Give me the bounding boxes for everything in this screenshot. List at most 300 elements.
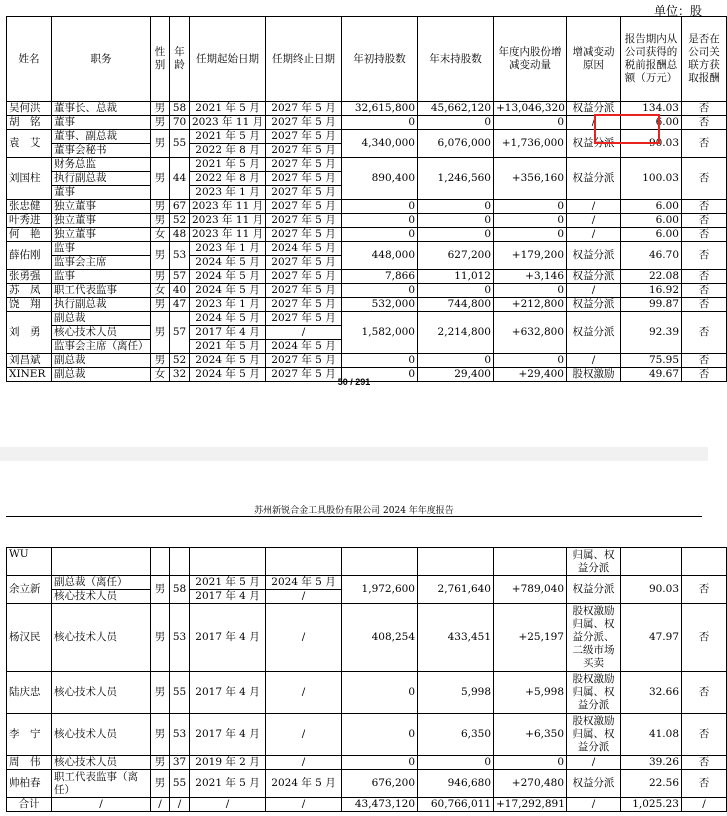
end-date-cell: 2027 年 5 月 bbox=[266, 354, 342, 368]
col-header: 年度内股份增减变动量 bbox=[494, 17, 567, 102]
end-date-cell: 2027 年 5 月 bbox=[266, 270, 342, 284]
end-date-cell-line: / bbox=[266, 589, 341, 603]
start-date-cell: 2023 年 1 月 bbox=[190, 298, 266, 312]
begin-shares-cell: 532,000 bbox=[342, 298, 418, 312]
role-cell: / bbox=[52, 798, 151, 812]
end-shares-cell: 45,662,120 bbox=[418, 102, 494, 116]
col-header: 增减变动原因 bbox=[567, 17, 621, 102]
table-row bbox=[7, 604, 727, 672]
table-row bbox=[7, 298, 727, 312]
table-row bbox=[7, 576, 727, 604]
end-shares-cell: 2,761,640 bbox=[418, 576, 494, 604]
table-row bbox=[7, 200, 727, 214]
pay-cell: 32.66 bbox=[621, 672, 682, 714]
change-cell: 0 bbox=[494, 354, 567, 368]
role-cell: 核心技术人员 bbox=[52, 672, 151, 714]
role-cell-line: 董事会秘书 bbox=[52, 143, 150, 157]
start-date-cell bbox=[190, 158, 266, 200]
start-date-cell bbox=[190, 242, 266, 270]
reason-cell: / bbox=[567, 116, 621, 130]
start-date-cell: 2023 年 11 月 bbox=[190, 214, 266, 228]
gender-cell: 男 bbox=[151, 354, 170, 368]
role-cell: 核心技术人员 bbox=[52, 756, 151, 770]
start-date-cell: 2021 年 5 月 bbox=[190, 770, 266, 798]
gender-cell: 男 bbox=[151, 604, 170, 672]
end-date-cell-line: 2027 年 5 月 bbox=[266, 171, 341, 185]
pay-cell: 90.03 bbox=[621, 130, 682, 158]
gender-cell: 男 bbox=[151, 102, 170, 116]
executive-holdings-table-continued bbox=[6, 547, 727, 812]
age-cell: 52 bbox=[170, 354, 190, 368]
role-cell: 核心技术人员 bbox=[52, 604, 151, 672]
pay-cell: 22.08 bbox=[621, 270, 682, 284]
start-date-cell-line: 2021 年 5 月 bbox=[195, 130, 260, 142]
col-header: 职务 bbox=[52, 17, 151, 102]
start-date-cell: 2021 年 5 月 bbox=[190, 102, 266, 116]
pay-cell: 6.00 bbox=[621, 200, 682, 214]
related-party-cell: 否 bbox=[682, 770, 727, 798]
end-date-cell: / bbox=[266, 714, 342, 756]
reason-cell: / bbox=[567, 354, 621, 368]
col-header: 姓名 bbox=[7, 17, 52, 102]
role-cell: 董事 bbox=[52, 116, 151, 130]
age-cell: 53 bbox=[170, 604, 190, 672]
role-cell-line: 核心技术人员 bbox=[52, 589, 150, 603]
change-cell: 0 bbox=[494, 228, 567, 242]
age-cell: 53 bbox=[170, 242, 190, 270]
begin-shares-cell: 0 bbox=[342, 714, 418, 756]
reason-cell: 股权激励归属、权益分派 bbox=[567, 714, 621, 756]
reason-cell: / bbox=[567, 214, 621, 228]
end-shares-cell: 0 bbox=[418, 116, 494, 130]
end-date-cell: 2027 年 5 月 bbox=[266, 116, 342, 130]
change-cell: +1,736,000 bbox=[494, 130, 567, 158]
change-cell: 0 bbox=[494, 756, 567, 770]
end-shares-cell: 946,680 bbox=[418, 770, 494, 798]
end-shares-cell: 0 bbox=[418, 214, 494, 228]
start-date-cell: 2023 年 11 月 bbox=[190, 200, 266, 214]
end-date-cell-line: 2027 年 5 月 bbox=[271, 130, 336, 142]
end-shares-cell: 0 bbox=[418, 354, 494, 368]
begin-shares-cell: 0 bbox=[342, 116, 418, 130]
change-cell: 0 bbox=[494, 116, 567, 130]
gender-cell: 男 bbox=[151, 298, 170, 312]
role-cell: 执行副总裁 bbox=[52, 298, 151, 312]
role-cell bbox=[52, 130, 151, 158]
name-cell: 袁 艾 bbox=[7, 130, 52, 158]
role-cell-line: 监事 bbox=[54, 242, 75, 254]
age-cell: / bbox=[170, 798, 190, 812]
end-shares-cell: 433,451 bbox=[418, 604, 494, 672]
begin-shares-cell: 890,400 bbox=[342, 158, 418, 200]
age-cell: 37 bbox=[170, 756, 190, 770]
name-cell: WU bbox=[7, 548, 52, 576]
pay-cell: 22.56 bbox=[621, 770, 682, 798]
role-cell bbox=[52, 576, 151, 604]
related-party-cell: 否 bbox=[682, 714, 727, 756]
reason-cell: 股权激励归属、权益分派 bbox=[567, 672, 621, 714]
table-row bbox=[7, 284, 727, 298]
name-cell: 李 宁 bbox=[7, 714, 52, 756]
role-cell: 职工代表监事 bbox=[52, 284, 151, 298]
end-date-cell: 2027 年 5 月 bbox=[266, 102, 342, 116]
end-shares-cell: 0 bbox=[418, 756, 494, 770]
end-shares-cell: 744,800 bbox=[418, 298, 494, 312]
age-cell: 52 bbox=[170, 214, 190, 228]
total-row bbox=[7, 798, 727, 812]
begin-shares-cell: 0 bbox=[342, 756, 418, 770]
header-rule bbox=[6, 516, 702, 517]
end-date-cell bbox=[266, 242, 342, 270]
reason-cell: 权益分派 bbox=[567, 102, 621, 116]
end-date-cell-line: 2027 年 5 月 bbox=[271, 158, 336, 170]
reason-cell: 权益分派 bbox=[567, 130, 621, 158]
change-cell: +5,998 bbox=[494, 672, 567, 714]
gender-cell: 女 bbox=[151, 228, 170, 242]
end-shares-cell: 6,350 bbox=[418, 714, 494, 756]
end-date-cell bbox=[266, 312, 342, 354]
change-cell: +13,046,320 bbox=[494, 102, 567, 116]
pay-cell: 47.97 bbox=[621, 604, 682, 672]
change-cell: +270,480 bbox=[494, 770, 567, 798]
executive-holdings-table bbox=[6, 16, 727, 382]
change-cell: 0 bbox=[494, 200, 567, 214]
begin-shares-cell: 0 bbox=[342, 368, 418, 382]
end-shares-cell: 60,766,011 bbox=[418, 798, 494, 812]
role-cell: 独立董事 bbox=[52, 200, 151, 214]
reason-cell: / bbox=[567, 756, 621, 770]
col-header: 年初持股数 bbox=[342, 17, 418, 102]
age-cell: 44 bbox=[170, 158, 190, 200]
name-cell: 帅柏春 bbox=[7, 770, 52, 798]
change-cell: +6,350 bbox=[494, 714, 567, 756]
reason-cell: 归属、权益分派 bbox=[567, 548, 621, 576]
name-cell: 陆庆忠 bbox=[7, 672, 52, 714]
role-cell-line: 董事、副总裁 bbox=[54, 130, 117, 142]
start-date-cell-line: 2024 年 5 月 bbox=[195, 312, 260, 324]
unit-label: 单位：股 bbox=[653, 4, 702, 18]
end-date-cell bbox=[266, 158, 342, 200]
gender-cell: 男 bbox=[151, 116, 170, 130]
role-cell: 职工代表监事（离任） bbox=[52, 770, 151, 798]
age-cell: 47 bbox=[170, 298, 190, 312]
table-row bbox=[7, 158, 727, 200]
gender-cell: 男 bbox=[151, 714, 170, 756]
start-date-cell: 2024 年 5 月 bbox=[190, 368, 266, 382]
table-row bbox=[7, 228, 727, 242]
page-gap bbox=[0, 447, 708, 461]
pay-cell: 49.67 bbox=[621, 368, 682, 382]
end-date-cell: / bbox=[266, 798, 342, 812]
end-shares-cell: 29,400 bbox=[418, 368, 494, 382]
begin-shares-cell: 0 bbox=[342, 200, 418, 214]
end-shares-cell: 5,998 bbox=[418, 672, 494, 714]
gender-cell: 女 bbox=[151, 368, 170, 382]
start-date-cell: / bbox=[190, 798, 266, 812]
start-date-cell: 2023 年 11 月 bbox=[190, 228, 266, 242]
related-party-cell: 否 bbox=[682, 368, 727, 382]
reason-cell: 权益分派 bbox=[567, 576, 621, 604]
related-party-cell: 否 bbox=[682, 354, 727, 368]
reason-cell: / bbox=[567, 798, 621, 812]
page-number: 50 / 291 bbox=[337, 377, 371, 387]
begin-shares-cell: 0 bbox=[342, 354, 418, 368]
gender-cell: 男 bbox=[151, 770, 170, 798]
table-row bbox=[7, 548, 727, 576]
begin-shares-cell: 0 bbox=[342, 284, 418, 298]
related-party-cell: 否 bbox=[682, 158, 727, 200]
pay-cell: 99.87 bbox=[621, 298, 682, 312]
name-cell: 吴何洪 bbox=[7, 102, 52, 116]
change-cell: +212,800 bbox=[494, 298, 567, 312]
role-cell: 董事长、总裁 bbox=[52, 102, 151, 116]
report-page-51 bbox=[0, 461, 708, 816]
begin-shares-cell: 7,866 bbox=[342, 270, 418, 284]
gender-cell: 男 bbox=[151, 130, 170, 158]
reason-cell: 权益分派 bbox=[567, 770, 621, 798]
role-cell-line: 副总裁（离任） bbox=[54, 576, 128, 588]
age-cell: 48 bbox=[170, 228, 190, 242]
name-cell: 刘昌斌 bbox=[7, 354, 52, 368]
end-date-cell: 2027 年 5 月 bbox=[266, 200, 342, 214]
related-party-cell: 否 bbox=[682, 214, 727, 228]
reason-cell: 权益分派 bbox=[567, 312, 621, 354]
start-date-cell-line: 2021 年 5 月 bbox=[195, 576, 260, 588]
role-cell-line: 执行副总裁 bbox=[52, 171, 150, 185]
change-cell: +25,197 bbox=[494, 604, 567, 672]
pay-cell: 1,025.23 bbox=[621, 798, 682, 812]
name-cell: 饶 翔 bbox=[7, 298, 52, 312]
end-date-cell-line: 2024 年 5 月 bbox=[271, 242, 336, 254]
end-shares-cell: 0 bbox=[418, 228, 494, 242]
role-cell: 副总裁 bbox=[52, 354, 151, 368]
role-cell: 监事 bbox=[52, 270, 151, 284]
end-date-cell: 2027 年 5 月 bbox=[266, 368, 342, 382]
name-cell: XINER bbox=[7, 368, 52, 382]
report-header: 苏州新锐合金工具股份有限公司 2024 年年度报告 bbox=[254, 506, 454, 516]
pay-cell: 75.95 bbox=[621, 354, 682, 368]
highlight-box bbox=[594, 114, 660, 144]
name-cell: 刘 勇 bbox=[7, 312, 52, 354]
table-row bbox=[7, 714, 727, 756]
start-date-cell bbox=[190, 576, 266, 604]
related-party-cell: 否 bbox=[682, 312, 727, 354]
name-cell: 杨汉民 bbox=[7, 604, 52, 672]
col-header: 任期起始日期 bbox=[190, 17, 266, 102]
role-cell-line: 董事 bbox=[52, 185, 150, 199]
role-cell-line: 监事会主席（离任） bbox=[54, 340, 149, 352]
reason-cell: 股权激励归属、权益分派、二级市场买卖 bbox=[567, 604, 621, 672]
table-row bbox=[7, 214, 727, 228]
related-party-cell: 否 bbox=[682, 130, 727, 158]
begin-shares-cell: 676,200 bbox=[342, 770, 418, 798]
pay-cell: 41.08 bbox=[621, 714, 682, 756]
start-date-cell-line: 2023 年 1 月 bbox=[195, 242, 260, 254]
age-cell: 67 bbox=[170, 200, 190, 214]
gender-cell: 男 bbox=[151, 312, 170, 354]
end-date-cell-line: 2027 年 5 月 bbox=[266, 255, 341, 269]
reason-cell: 权益分派 bbox=[567, 158, 621, 200]
name-cell: 何 艳 bbox=[7, 228, 52, 242]
start-date-cell bbox=[190, 130, 266, 158]
total-label-cell: 合计 bbox=[7, 798, 52, 812]
gender-cell: 男 bbox=[151, 756, 170, 770]
pay-cell: 6.00 bbox=[621, 214, 682, 228]
gender-cell: 男 bbox=[151, 158, 170, 200]
start-date-cell bbox=[190, 312, 266, 354]
gender-cell: 男 bbox=[151, 242, 170, 270]
end-shares-cell: 0 bbox=[418, 200, 494, 214]
age-cell: 40 bbox=[170, 284, 190, 298]
end-date-cell: 2027 年 5 月 bbox=[266, 228, 342, 242]
start-date-cell: 2019 年 2 月 bbox=[190, 756, 266, 770]
start-date-cell-line: 2022 年 8 月 bbox=[190, 143, 265, 157]
reason-cell: / bbox=[567, 228, 621, 242]
related-party-cell: 否 bbox=[682, 270, 727, 284]
end-date-cell-line: / bbox=[266, 325, 341, 339]
end-date-cell bbox=[266, 576, 342, 604]
role-cell-line: 财务总监 bbox=[54, 158, 96, 170]
end-date-cell-line: 2024 年 5 月 bbox=[266, 339, 341, 353]
pay-cell: 90.03 bbox=[621, 576, 682, 604]
related-party-cell: 否 bbox=[682, 672, 727, 714]
related-party-cell: 否 bbox=[682, 284, 727, 298]
end-date-cell bbox=[266, 130, 342, 158]
role-cell: 独立董事 bbox=[52, 228, 151, 242]
table-row bbox=[7, 770, 727, 798]
related-party-cell: 否 bbox=[682, 242, 727, 270]
name-cell: 苏 凤 bbox=[7, 284, 52, 298]
end-shares-cell: 627,200 bbox=[418, 242, 494, 270]
end-shares-cell: 6,076,000 bbox=[418, 130, 494, 158]
col-header: 报告期内从公司获得的税前报酬总额（万元） bbox=[621, 17, 682, 102]
age-cell: 53 bbox=[170, 714, 190, 756]
end-date-cell: 2027 年 5 月 bbox=[266, 214, 342, 228]
role-cell-line: 核心技术人员 bbox=[52, 325, 150, 339]
begin-shares-cell: 43,473,120 bbox=[342, 798, 418, 812]
reason-cell: 股权激励 bbox=[567, 368, 621, 382]
col-header: 性别 bbox=[151, 17, 170, 102]
start-date-cell-line: 2024 年 5 月 bbox=[190, 255, 265, 269]
name-cell: 胡 铭 bbox=[7, 116, 52, 130]
name-cell: 薛佑刚 bbox=[7, 242, 52, 270]
gender-cell: 女 bbox=[151, 284, 170, 298]
pay-cell: 46.70 bbox=[621, 242, 682, 270]
role-cell bbox=[52, 242, 151, 270]
role-cell-line: 监事会主席 bbox=[52, 255, 150, 269]
end-date-cell: 2027 年 5 月 bbox=[266, 284, 342, 298]
end-date-cell: 2024 年 5 月 bbox=[266, 770, 342, 798]
role-cell: 独立董事 bbox=[52, 214, 151, 228]
gender-cell: 男 bbox=[151, 576, 170, 604]
age-cell: 57 bbox=[170, 312, 190, 354]
role-cell-line: 副总裁 bbox=[54, 312, 86, 324]
pay-cell: 6.00 bbox=[621, 116, 682, 130]
related-party-cell: 否 bbox=[682, 576, 727, 604]
begin-shares-cell: 1,582,000 bbox=[342, 312, 418, 354]
begin-shares-cell: 448,000 bbox=[342, 242, 418, 270]
role-cell: 副总裁 bbox=[52, 368, 151, 382]
change-cell: +29,400 bbox=[494, 368, 567, 382]
reason-cell: 权益分派 bbox=[567, 298, 621, 312]
end-date-cell-line: 2027 年 5 月 bbox=[266, 143, 341, 157]
age-cell: 57 bbox=[170, 270, 190, 284]
name-cell: 张忠健 bbox=[7, 200, 52, 214]
end-shares-cell: 1,246,560 bbox=[418, 158, 494, 200]
pay-cell: 16.92 bbox=[621, 284, 682, 298]
begin-shares-cell: 0 bbox=[342, 214, 418, 228]
start-date-cell-line: 2021 年 5 月 bbox=[190, 339, 265, 353]
col-header: 是否在公司关联方获取报酬 bbox=[682, 17, 727, 102]
change-cell: +632,800 bbox=[494, 312, 567, 354]
start-date-cell: 2024 年 5 月 bbox=[190, 354, 266, 368]
table-row bbox=[7, 756, 727, 770]
table-row bbox=[7, 672, 727, 714]
begin-shares-cell: 32,615,800 bbox=[342, 102, 418, 116]
pay-cell: 39.26 bbox=[621, 756, 682, 770]
end-shares-cell: 2,214,800 bbox=[418, 312, 494, 354]
change-cell: 0 bbox=[494, 214, 567, 228]
gender-cell: 男 bbox=[151, 200, 170, 214]
begin-shares-cell: 0 bbox=[342, 672, 418, 714]
reason-cell: 权益分派 bbox=[567, 242, 621, 270]
begin-shares-cell: 0 bbox=[342, 228, 418, 242]
start-date-cell: 2023 年 11 月 bbox=[190, 116, 266, 130]
change-cell: +17,292,891 bbox=[494, 798, 567, 812]
gender-cell: / bbox=[151, 798, 170, 812]
related-party-cell: 否 bbox=[682, 200, 727, 214]
name-cell: 刘国柱 bbox=[7, 158, 52, 200]
gender-cell: 男 bbox=[151, 214, 170, 228]
table-row bbox=[7, 270, 727, 284]
role-cell bbox=[52, 158, 151, 200]
start-date-cell: 2024 年 5 月 bbox=[190, 284, 266, 298]
change-cell: +3,146 bbox=[494, 270, 567, 284]
reason-cell: / bbox=[567, 200, 621, 214]
reason-cell: / bbox=[567, 284, 621, 298]
col-header: 年末持股数 bbox=[418, 17, 494, 102]
col-header: 任期终止日期 bbox=[266, 17, 342, 102]
end-shares-cell: 0 bbox=[418, 284, 494, 298]
table-row bbox=[7, 242, 727, 270]
name-cell: 周 伟 bbox=[7, 756, 52, 770]
table-row bbox=[7, 312, 727, 354]
begin-shares-cell: 4,340,000 bbox=[342, 130, 418, 158]
pay-cell: 92.39 bbox=[621, 312, 682, 354]
related-party-cell: 否 bbox=[682, 102, 727, 116]
end-date-cell: / bbox=[266, 756, 342, 770]
related-party-cell: 否 bbox=[682, 228, 727, 242]
related-party-cell: 否 bbox=[682, 116, 727, 130]
related-party-cell: 否 bbox=[682, 756, 727, 770]
end-date-cell: 2027 年 5 月 bbox=[266, 298, 342, 312]
pay-cell: 134.03 bbox=[621, 102, 682, 116]
table-header-row bbox=[7, 17, 727, 102]
start-date-cell: 2017 年 4 月 bbox=[190, 604, 266, 672]
start-date-cell: 2017 年 4 月 bbox=[190, 672, 266, 714]
age-cell: 70 bbox=[170, 116, 190, 130]
role-cell: 核心技术人员 bbox=[52, 714, 151, 756]
start-date-cell-line: 2017 年 4 月 bbox=[190, 325, 265, 339]
age-cell: 58 bbox=[170, 576, 190, 604]
end-date-cell-line: 2024 年 5 月 bbox=[271, 576, 336, 588]
pay-cell: 6.00 bbox=[621, 228, 682, 242]
change-cell: +789,040 bbox=[494, 576, 567, 604]
age-cell: 55 bbox=[170, 770, 190, 798]
gender-cell: 男 bbox=[151, 270, 170, 284]
pay-cell: 100.03 bbox=[621, 158, 682, 200]
change-cell: +356,160 bbox=[494, 158, 567, 200]
